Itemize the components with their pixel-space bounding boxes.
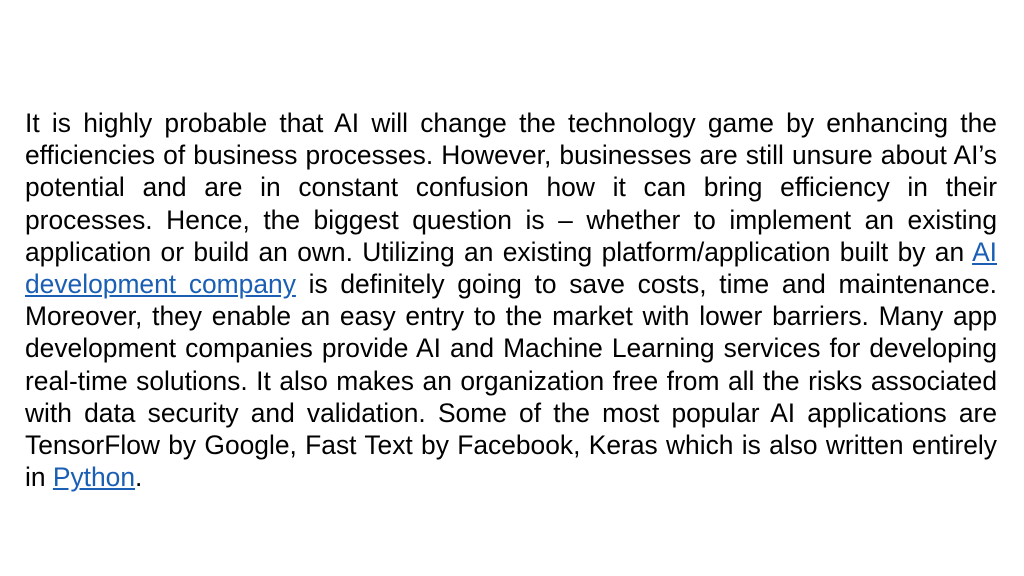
ai-development-company-link[interactable]: AI development company	[25, 236, 997, 300]
paragraph-text-2: is definitely going to save costs, time and maintenance. Moreover, they enable an easy entry to the market with lower barriers. Many app development companies provide AI and Machine Learning services for developing real-time solutions. It also makes an organization free from all the risks associated with data security and validation. Some of the most popular AI applications are TensorFlow by Google, Fast Text by Facebook, Keras which is also written entirely in	[25, 269, 998, 493]
python-link[interactable]: Python	[52, 462, 136, 493]
paragraph-text-3: .	[135, 462, 143, 493]
paragraph-text-1: It is highly probable that AI will change the technology game by enhancing the efficiencies of business processes. However, businesses are still unsure about AI’s potential and are in constant confusion how it can bring efficiency in their processes. Hence, the biggest question is – whether to implement an existing application or build an own. Utilizing an existing platform/application built by an	[25, 108, 997, 267]
body-paragraph	[25, 107, 997, 493]
